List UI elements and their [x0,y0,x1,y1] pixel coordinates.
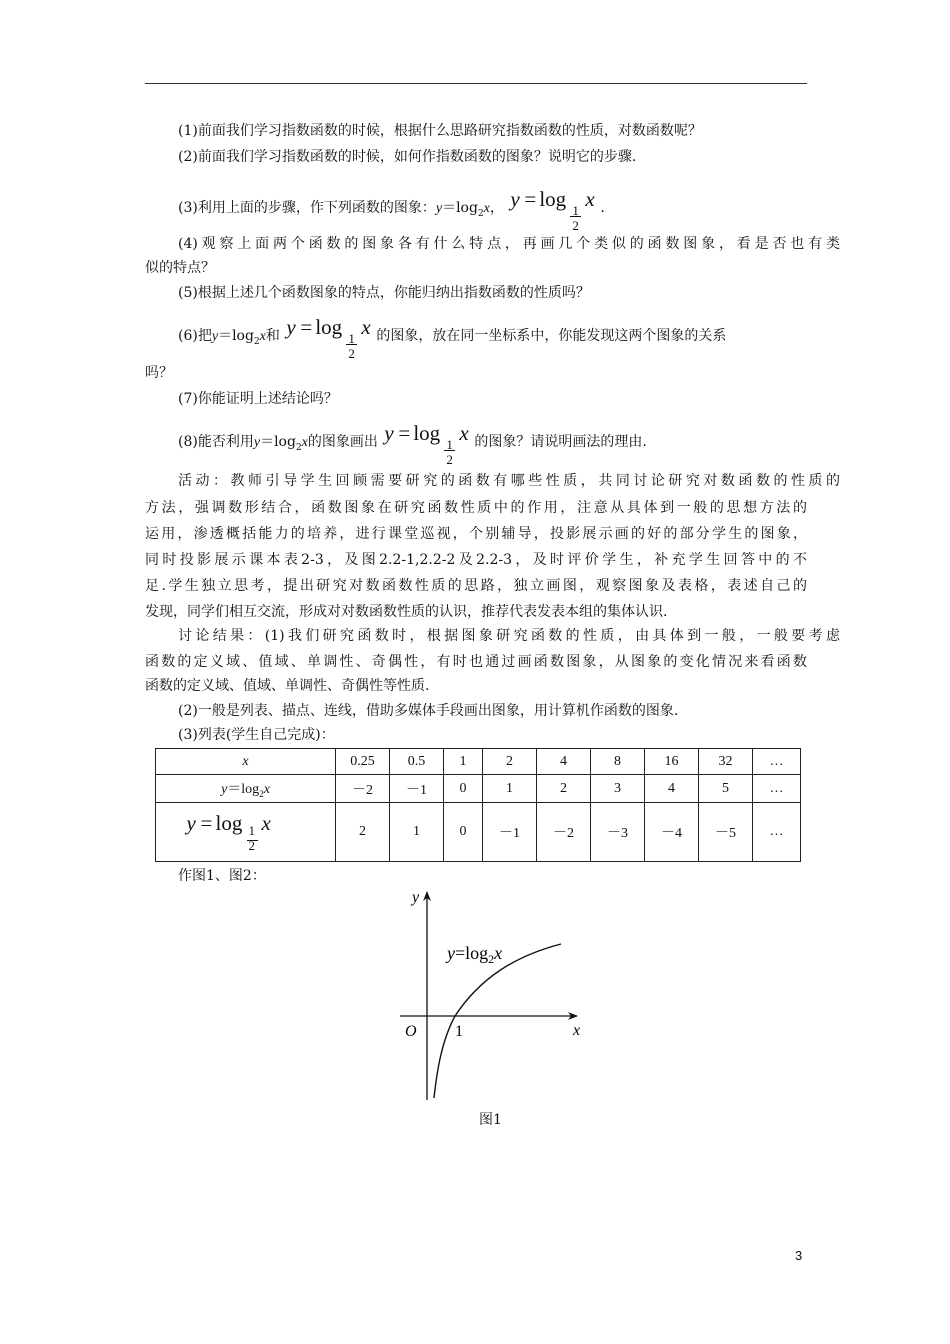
table-cell: －4 [645,803,699,862]
figure-1-graph [395,880,595,1110]
table-cell: 16 [645,749,699,775]
table-cell: －1 [390,775,444,803]
page-number: 3 [795,1248,803,1263]
discussion-item-2: (2)一般是列表、描点、连线，借助多媒体手段画出图象，用计算机作函数的图象. [178,703,679,719]
curve-label: $y=\log_2x$ [447,943,503,966]
tick-label-1: 1 [455,1023,463,1040]
question-4-line-1: (4)观察上面两个函数的图象各有什么特点，再画几个类似的函数图象，看是否也有类 [178,236,840,252]
y-axis-label: y [412,889,420,906]
activity-line-6: 发现，同学们相互交流，形成对对数函数性质的认识，推荐代表发表本组的集体认识. [145,604,668,620]
table-cell: … [753,803,801,862]
question-1: (1)前面我们学习指数函数的时候，根据什么思路研究指数函数的性质，对数函数呢？ [178,123,702,139]
x-axis-label: x [573,1022,581,1039]
table-cell: 2 [483,749,537,775]
table-row-label [156,803,336,862]
table-row-x [156,749,801,775]
table-row-label: $y=\log_2x$ [156,775,336,803]
log-half-formula: y = log 1 2 x [384,421,469,467]
table-cell: 8 [591,749,645,775]
activity-line-5: 足.学生独立思考，提出研究对数函数性质的思路，独立画图，观察图象及表格，表述自己的 [145,578,807,594]
question-7: (7)你能证明上述结论吗？ [178,391,338,407]
table-cell: … [753,749,801,775]
log-half-formula: y = log 1 2 x [186,811,271,853]
table-cell: 32 [699,749,753,775]
question-2: (2)前面我们学习指数函数的时候，如何作指数函数的图象？说明它的步骤. [178,149,637,165]
question-8: (8)能否利用$y=\log_2x$的图象画出 y = log 1 2 x 的图象？请说明画法的理由. [178,421,647,467]
log-half-formula: y = log 1 2 x [510,187,595,233]
table-cell: 4 [537,749,591,775]
table-cell: －1 [483,803,537,862]
activity-line-4: 同时投影展示课本表2-3，及图2.2-1,2.2-2及2.2-3，及时评价学生，补充学生回答中的不 [145,552,807,568]
discussion-line-3: 函数的定义域、值域、单调性、奇偶性等性质. [145,678,430,694]
table-row-log2 [156,775,801,803]
question-4-line-2: 似的特点？ [145,260,215,276]
table-cell: 0 [444,803,483,862]
table-cell: －3 [591,803,645,862]
header-rule [145,83,807,84]
activity-line-3: 运用，渗透概括能力的培养，进行课堂巡视，个别辅导，投影展示画的好的部分学生的图象， [145,526,807,542]
table-cell: －5 [699,803,753,862]
log2-curve [434,944,561,1098]
table-cell: －2 [537,803,591,862]
table-cell: 2 [537,775,591,803]
table-cell: 5 [699,775,753,803]
figure-intro: 作图1、图2： [178,868,266,884]
question-6: (6)把$y=\log_2x$和 y = log 1 2 x 的图象，放在同一坐标系中，你能发现这两个图象的关系 [178,315,727,361]
question-5: (5)根据上述几个函数图象的特点，你能归纳出指数函数的性质吗？ [178,285,590,301]
table-cell: … [753,775,801,803]
table-cell: 1 [390,803,444,862]
question-3: (3)利用上面的步骤，作下列函数的图象：$y=\log_2x$， y = log 1 2 x . [178,187,605,233]
table-cell: 3 [591,775,645,803]
log-half-formula: y = log 1 2 x [286,315,371,361]
activity-line-2: 方法，强调数形结合，函数图象在研究函数性质中的作用，注意从具体到一般的思想方法的 [145,500,807,516]
figure-1-caption: 图1 [479,1112,502,1128]
discussion-line-2: 函数的定义域、值域、单调性、奇偶性，有时也通过画函数图象，从图象的变化情况来看函数 [145,654,807,670]
discussion-item-3: (3)列表(学生自己完成)： [178,727,335,743]
table-cell: 2 [336,803,390,862]
table-cell: －2 [336,775,390,803]
table-row-label: x [156,749,336,775]
origin-label: O [405,1023,417,1040]
table-cell: 1 [483,775,537,803]
discussion-line-1: 讨论结果：(1)我们研究函数时，根据图象研究函数的性质，由具体到一般，一般要考虑 [178,628,840,644]
value-table [155,748,801,862]
question-6-line-2: 吗？ [145,365,173,381]
table-cell: 4 [645,775,699,803]
table-cell: 0.5 [390,749,444,775]
table-cell: 0 [444,775,483,803]
activity-line-1: 活动：教师引导学生回顾需要研究的函数有哪些性质，共同讨论研究对数函数的性质的 [178,473,840,489]
table-row-log-half [156,803,801,862]
table-cell: 0.25 [336,749,390,775]
table-cell: 1 [444,749,483,775]
